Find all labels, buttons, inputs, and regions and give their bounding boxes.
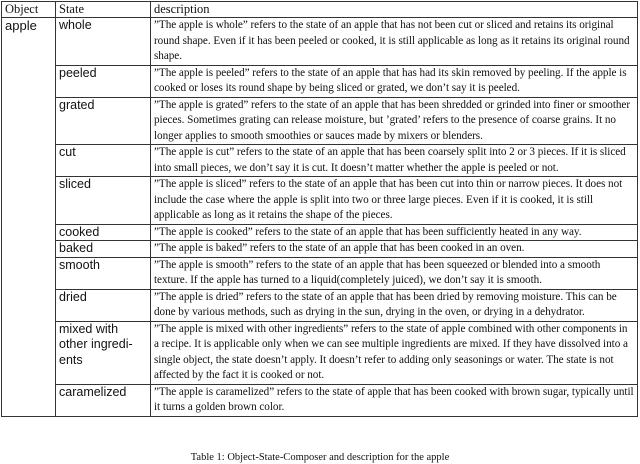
- description-cell: ”The apple is grated” refers to the state of an apple that has been shredded or grinded into finer or smoother pieces. Sometimes grating can release moisture, but ’grated’ refers to the presence of coarse grains. It no longer applies to smooth smoothies or sauces made by mixers or blenders.: [151, 97, 638, 145]
- state-cell: sliced: [56, 177, 151, 225]
- header-object: Object: [2, 2, 56, 18]
- state-cell: cut: [56, 145, 151, 177]
- description-cell: ”The apple is whole” refers to the state of an apple that has not been cut or sliced and retains its original round shape. Even if it has been peeled or cooked, it is still applicable as long as it retains its original round shape.: [151, 18, 638, 66]
- table-row: [2, 177, 638, 225]
- table-caption: Table 1: Object-State-Composer and description for the apple: [190, 452, 450, 463]
- state-cell: baked: [56, 241, 151, 258]
- description-cell: ”The apple is smooth” refers to the state of an apple that has been squeezed or blended into a smooth texture. If the apple has turned to a liquid(completely juiced), we don’t say it is smooth.: [151, 257, 638, 289]
- description-cell: ”The apple is peeled” refers to the state of an apple that has had its skin removed by peeling. If the apple is cooked or loses its round shape by being sliced or grated, we don’t say it is peeled.: [151, 65, 638, 97]
- state-cell: whole: [56, 18, 151, 66]
- state-cell: peeled: [56, 65, 151, 97]
- state-cell: dried: [56, 289, 151, 321]
- state-cell: mixed with other ingredi-ents: [56, 321, 151, 384]
- state-cell: caramelized: [56, 384, 151, 416]
- object-state-table: [1, 1, 638, 417]
- table-row: [2, 145, 638, 177]
- description-cell: ”The apple is dried” refers to the state of an apple that has been dried by removing moisture. This can be done by various methods, such as drying in the sun, drying in the oven, or drying in a dehydrator.: [151, 289, 638, 321]
- object-cell-apple: apple: [2, 18, 56, 417]
- table-header-row: [2, 2, 638, 18]
- table-row: [2, 289, 638, 321]
- header-description: description: [151, 2, 638, 18]
- state-cell: smooth: [56, 257, 151, 289]
- description-cell: ”The apple is sliced” refers to the state of an apple that has been cut into thin or narrow pieces. It does not include the case where the apple is split into two or three large pieces. Even if it is cooked, it is still applicable as long as it retains the shape of the pieces.: [151, 177, 638, 225]
- table-row: [2, 65, 638, 97]
- description-cell: ”The apple is caramelized” refers to the state of apple that has been cooked with brown sugar, typically until it turns a golden brown color.: [151, 384, 638, 416]
- table-row: [2, 224, 638, 241]
- description-cell: ”The apple is baked” refers to the state of an apple that has been cooked in an oven.: [151, 241, 638, 258]
- description-cell: ”The apple is cooked” refers to the state of an apple that has been sufficiently heated in any way.: [151, 224, 638, 241]
- description-cell: ”The apple is mixed with other ingredients” refers to the state of apple combined with other components in a recipe. It is applicable only when we can see multiple ingredients are mixed. If they have dissolved into a single object, the state doesn’t apply. It doesn’t refer to adding only seasonings or water. The state is not affected by the fact it is cooked or not.: [151, 321, 638, 384]
- table-row: [2, 257, 638, 289]
- description-cell: ”The apple is cut” refers to the state of an apple that has been coarsely split into 2 or 3 pieces. If it is sliced into small pieces, we don’t say it is cut. It doesn’t matter whether the apple is peeled or not.: [151, 145, 638, 177]
- table-row: [2, 384, 638, 416]
- table-row: [2, 321, 638, 384]
- table-row: [2, 18, 638, 66]
- table-row: [2, 241, 638, 258]
- state-cell: cooked: [56, 224, 151, 241]
- header-state: State: [56, 2, 151, 18]
- state-cell: grated: [56, 97, 151, 145]
- table-row: [2, 97, 638, 145]
